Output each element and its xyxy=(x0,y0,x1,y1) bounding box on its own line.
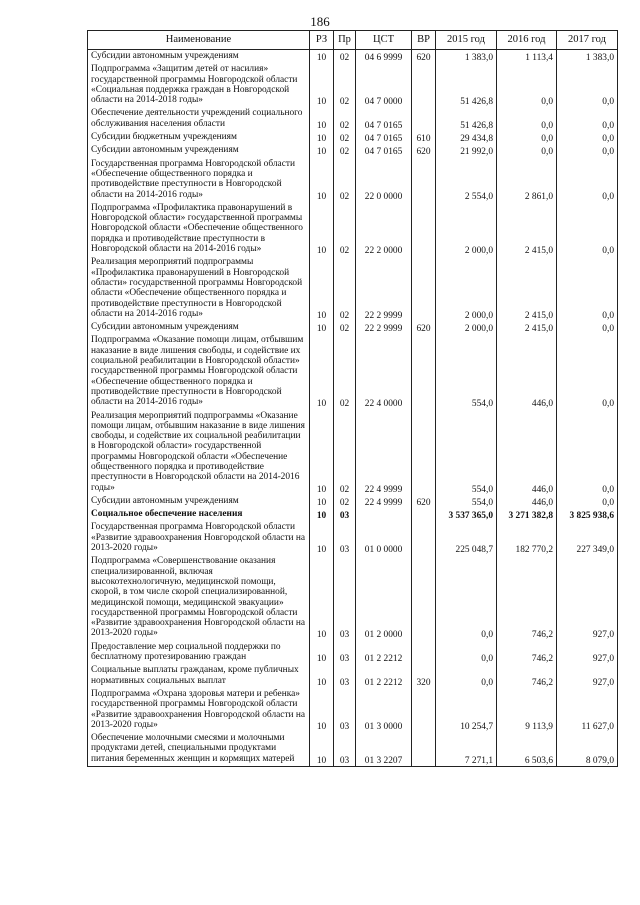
row-cst: 04 7 0165 xyxy=(356,107,412,131)
row-2015: 554,0 xyxy=(436,334,497,409)
row-2015: 2 554,0 xyxy=(436,158,497,202)
table-row xyxy=(88,732,618,766)
row-pr: 02 xyxy=(334,144,356,157)
row-cst: 04 6 9999 xyxy=(356,50,412,64)
row-vr xyxy=(412,107,436,131)
row-cst: 01 2 2212 xyxy=(356,641,412,665)
row-pr: 03 xyxy=(334,508,356,521)
table-header-row xyxy=(88,31,618,50)
row-2015: 3 537 365,0 xyxy=(436,508,497,521)
row-rz: 10 xyxy=(310,256,334,321)
row-cst: 01 3 2207 xyxy=(356,732,412,766)
row-name: Подпрограмма «Защитим детей от насилия» государственной программы Новгородской области «Социальная поддержка граждан в Новгородской области на 2014-2018 годы» xyxy=(88,63,310,107)
table-row xyxy=(88,202,618,256)
row-2015: 2 000,0 xyxy=(436,202,497,256)
row-2017: 0,0 xyxy=(557,158,618,202)
row-name: Социальные выплаты гражданам, кроме публичных нормативных социальных выплат xyxy=(88,664,310,688)
table-row xyxy=(88,410,618,495)
row-rz: 10 xyxy=(310,664,334,688)
row-2016: 2 415,0 xyxy=(497,256,557,321)
row-vr: 620 xyxy=(412,321,436,334)
row-2017: 0,0 xyxy=(557,131,618,144)
row-name: Предоставление мер социальной поддержки по бесплатному протезированию граждан xyxy=(88,641,310,665)
row-pr: 02 xyxy=(334,256,356,321)
row-name: Субсидии бюджетным учреждениям xyxy=(88,131,310,144)
header-cst: ЦСТ xyxy=(356,31,412,50)
table-row xyxy=(88,664,618,688)
row-2017: 927,0 xyxy=(557,555,618,640)
row-2017: 0,0 xyxy=(557,144,618,157)
row-vr xyxy=(412,732,436,766)
row-2017: 11 627,0 xyxy=(557,688,618,732)
row-rz: 10 xyxy=(310,641,334,665)
row-2015: 29 434,8 xyxy=(436,131,497,144)
row-name: Обеспечение деятельности учреждений социального обслуживания населения области xyxy=(88,107,310,131)
row-pr: 03 xyxy=(334,664,356,688)
row-rz: 10 xyxy=(310,63,334,107)
row-2015: 0,0 xyxy=(436,555,497,640)
row-cst: 22 0 0000 xyxy=(356,158,412,202)
row-vr xyxy=(412,555,436,640)
row-name: Субсидии автономным учреждениям xyxy=(88,495,310,508)
row-vr: 610 xyxy=(412,131,436,144)
row-name: Подпрограмма «Профилактика правонарушений в Новгородской области» государственной программы Новгородской области «Обеспечение общественного порядка и противодействие преступности в Новгородской области на 2014-2016 годы» xyxy=(88,202,310,256)
header-name: Наименование xyxy=(88,31,310,50)
row-2015: 554,0 xyxy=(436,495,497,508)
row-name: Реализация мероприятий подпрограммы «Профилактика правонарушений в Новгородской области» государственной программы Новгородской области «Обеспечение общественного порядка и противодействие преступности в Новгородской области на 2014-2016 годы» xyxy=(88,256,310,321)
row-rz: 10 xyxy=(310,410,334,495)
table-row xyxy=(88,641,618,665)
row-rz: 10 xyxy=(310,555,334,640)
row-cst: 01 2 2212 xyxy=(356,664,412,688)
row-cst: 22 4 9999 xyxy=(356,495,412,508)
row-2017: 0,0 xyxy=(557,202,618,256)
page-number: 186 xyxy=(310,14,330,29)
row-2016: 446,0 xyxy=(497,410,557,495)
row-2017: 927,0 xyxy=(557,664,618,688)
header-rz: РЗ xyxy=(310,31,334,50)
row-name: Субсидии автономным учреждениям xyxy=(88,321,310,334)
row-vr xyxy=(412,688,436,732)
row-2017: 0,0 xyxy=(557,107,618,131)
table-row xyxy=(88,321,618,334)
row-pr: 02 xyxy=(334,131,356,144)
row-2016: 746,2 xyxy=(497,641,557,665)
row-name: Субсидии автономным учреждениям xyxy=(88,144,310,157)
row-2017: 0,0 xyxy=(557,410,618,495)
row-pr: 02 xyxy=(334,410,356,495)
row-pr: 02 xyxy=(334,63,356,107)
row-vr: 620 xyxy=(412,50,436,64)
header-2016: 2016 год xyxy=(497,31,557,50)
row-cst: 01 0 0000 xyxy=(356,521,412,555)
row-vr: 620 xyxy=(412,495,436,508)
row-pr: 02 xyxy=(334,321,356,334)
row-cst: 04 7 0165 xyxy=(356,144,412,157)
row-cst: 22 2 0000 xyxy=(356,202,412,256)
table-row xyxy=(88,50,618,64)
table-row xyxy=(88,508,618,521)
row-2017: 0,0 xyxy=(557,63,618,107)
row-vr: 320 xyxy=(412,664,436,688)
table-row xyxy=(88,688,618,732)
row-2016: 3 271 382,8 xyxy=(497,508,557,521)
row-2015: 1 383,0 xyxy=(436,50,497,64)
row-rz: 10 xyxy=(310,202,334,256)
row-rz: 10 xyxy=(310,521,334,555)
row-pr: 03 xyxy=(334,688,356,732)
table-row xyxy=(88,334,618,409)
row-name: Реализация мероприятий подпрограммы «Оказание помощи лицам, отбывшим наказание в виде лишения свободы, и содействие их социальной реабилитации в Новгородской области» государственной программы Новгородской области «Обеспечение общественного порядка и противодействие преступности в Новгородской области на 2014-2016 годы» xyxy=(88,410,310,495)
row-2017: 927,0 xyxy=(557,641,618,665)
row-2015: 51 426,8 xyxy=(436,107,497,131)
row-2017: 8 079,0 xyxy=(557,732,618,766)
row-2016: 1 113,4 xyxy=(497,50,557,64)
table-row xyxy=(88,158,618,202)
table-row xyxy=(88,144,618,157)
budget-table xyxy=(87,30,618,767)
row-2016: 0,0 xyxy=(497,63,557,107)
header-2015: 2015 год xyxy=(436,31,497,50)
row-rz: 10 xyxy=(310,495,334,508)
row-2016: 182 770,2 xyxy=(497,521,557,555)
row-vr xyxy=(412,508,436,521)
row-2017: 0,0 xyxy=(557,334,618,409)
row-2016: 2 415,0 xyxy=(497,202,557,256)
row-2017: 0,0 xyxy=(557,256,618,321)
row-pr: 02 xyxy=(334,202,356,256)
row-vr xyxy=(412,641,436,665)
row-2016: 9 113,9 xyxy=(497,688,557,732)
header-vr: ВР xyxy=(412,31,436,50)
row-vr xyxy=(412,521,436,555)
row-2016: 6 503,6 xyxy=(497,732,557,766)
row-rz: 10 xyxy=(310,732,334,766)
row-2016: 746,2 xyxy=(497,555,557,640)
row-name: Подпрограмма «Совершенствование оказания специализированной, включая высокотехнологичную, медицинской помощи, скорой, в том числе скорой специализированной, медицинской помощи, медицинской эвакуации» государственной программы Новгородской области «Развитие здравоохранения Новгородской области на 2013-2020 годы» xyxy=(88,555,310,640)
row-pr: 02 xyxy=(334,107,356,131)
header-pr: Пр xyxy=(334,31,356,50)
row-2016: 2 861,0 xyxy=(497,158,557,202)
row-rz: 10 xyxy=(310,144,334,157)
row-2016: 2 415,0 xyxy=(497,321,557,334)
row-cst: 22 2 9999 xyxy=(356,321,412,334)
row-2015: 2 000,0 xyxy=(436,321,497,334)
row-cst: 01 3 0000 xyxy=(356,688,412,732)
row-cst: 22 2 9999 xyxy=(356,256,412,321)
row-pr: 03 xyxy=(334,555,356,640)
row-pr: 02 xyxy=(334,50,356,64)
row-2016: 746,2 xyxy=(497,664,557,688)
row-cst: 01 2 0000 xyxy=(356,555,412,640)
row-vr xyxy=(412,256,436,321)
row-pr: 03 xyxy=(334,521,356,555)
row-name: Обеспечение молочными смесями и молочными продуктами детей, специальными продуктами питания беременных женщин и кормящих матерей xyxy=(88,732,310,766)
row-rz: 10 xyxy=(310,508,334,521)
row-2015: 7 271,1 xyxy=(436,732,497,766)
table-row xyxy=(88,63,618,107)
row-2015: 554,0 xyxy=(436,410,497,495)
row-rz: 10 xyxy=(310,688,334,732)
row-vr xyxy=(412,158,436,202)
table-row xyxy=(88,521,618,555)
row-vr xyxy=(412,202,436,256)
row-name: Государственная программа Новгородской области «Развитие здравоохранения Новгородской области на 2013-2020 годы» xyxy=(88,521,310,555)
row-2016: 446,0 xyxy=(497,495,557,508)
row-cst xyxy=(356,508,412,521)
row-2015: 0,0 xyxy=(436,664,497,688)
table-row xyxy=(88,495,618,508)
row-2015: 2 000,0 xyxy=(436,256,497,321)
row-2017: 3 825 938,6 xyxy=(557,508,618,521)
row-name: Государственная программа Новгородской области «Обеспечение общественного порядка и противодействие преступности в Новгородской области на 2014-2016 годы» xyxy=(88,158,310,202)
row-name: Социальное обеспечение населения xyxy=(88,508,310,521)
row-2015: 225 048,7 xyxy=(436,521,497,555)
table-body xyxy=(88,50,618,767)
row-2015: 51 426,8 xyxy=(436,63,497,107)
row-cst: 22 4 0000 xyxy=(356,334,412,409)
table-row xyxy=(88,256,618,321)
table-row xyxy=(88,555,618,640)
row-pr: 03 xyxy=(334,641,356,665)
row-2017: 227 349,0 xyxy=(557,521,618,555)
row-rz: 10 xyxy=(310,107,334,131)
row-pr: 03 xyxy=(334,732,356,766)
table-row xyxy=(88,107,618,131)
row-2017: 0,0 xyxy=(557,495,618,508)
row-2017: 0,0 xyxy=(557,321,618,334)
row-vr xyxy=(412,63,436,107)
row-rz: 10 xyxy=(310,321,334,334)
row-pr: 02 xyxy=(334,495,356,508)
row-rz: 10 xyxy=(310,158,334,202)
row-2016: 446,0 xyxy=(497,334,557,409)
row-cst: 04 7 0165 xyxy=(356,131,412,144)
row-cst: 22 4 9999 xyxy=(356,410,412,495)
row-cst: 04 7 0000 xyxy=(356,63,412,107)
row-2015: 10 254,7 xyxy=(436,688,497,732)
row-pr: 02 xyxy=(334,158,356,202)
row-2017: 1 383,0 xyxy=(557,50,618,64)
row-rz: 10 xyxy=(310,50,334,64)
row-name: Подпрограмма «Охрана здоровья матери и ребенка» государственной программы Новгородской области «Развитие здравоохранения Новгородской области на 2013-2020 годы» xyxy=(88,688,310,732)
row-vr xyxy=(412,410,436,495)
row-2015: 21 992,0 xyxy=(436,144,497,157)
row-rz: 10 xyxy=(310,334,334,409)
row-rz: 10 xyxy=(310,131,334,144)
row-name: Субсидии автономным учреждениям xyxy=(88,50,310,64)
row-2016: 0,0 xyxy=(497,144,557,157)
row-pr: 02 xyxy=(334,334,356,409)
table-row xyxy=(88,131,618,144)
row-2016: 0,0 xyxy=(497,107,557,131)
row-vr: 620 xyxy=(412,144,436,157)
row-2016: 0,0 xyxy=(497,131,557,144)
row-vr xyxy=(412,334,436,409)
row-name: Подпрограмма «Оказание помощи лицам, отбывшим наказание в виде лишения свободы, и содействие их социальной реабилитации в Новгородской области» государственной программы Новгородской области «Обеспечение общественного порядка и противодействие преступности в Новгородской области на 2014-2016 годы» xyxy=(88,334,310,409)
row-2015: 0,0 xyxy=(436,641,497,665)
header-2017: 2017 год xyxy=(557,31,618,50)
